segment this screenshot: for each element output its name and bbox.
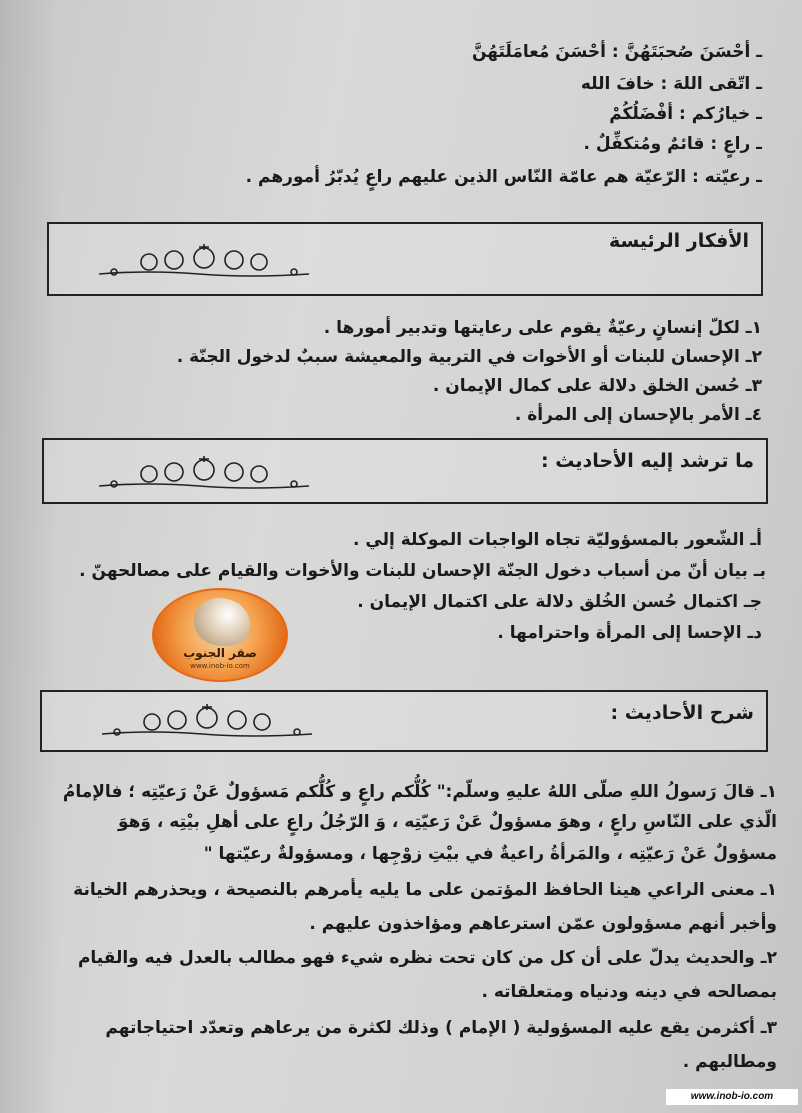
vocab-line-1: ـ أحْسَنَ صُحبَتَهُنَّ : أحْسَنَ مُعامَلَتَهُنَّ [471,42,762,62]
ornament-divider-icon [89,450,319,494]
explain-point-3: ٣ـ أكثرمن يقع عليه المسؤولية ( الإمام ) وذلك لكثرة من يرعاهم وتعدّد احتياجاتهم [105,1018,777,1038]
ornament-divider-icon [89,238,319,282]
guide-item-4: دـ الإحسا إلى المرأة واحترامها . [497,623,762,643]
hadith-line-1: ١ـ قالَ رَسولُ اللهِ صلّى اللهُ عليهِ وسلّم:" كُلُّكم راعٍ و كُلُّكم مَسؤولٌ عَنْ رَعيّتِه ؛ فالإمامُ [62,782,777,802]
guide-item-2: بـ بيان أنّ من أسباب دخول الجنّة الإحسان للبنات والأخوات والقيام على مصالحهنّ . [79,561,766,581]
explain-point-2-cont: بمصالحه في دينه ودنياه ومتعلقاته . [481,982,777,1002]
section-title-guide: ما ترشد إليه الأحاديث : [541,450,754,472]
hadith-line-2: الّذي على النّاسِ راعٍ ، وهوَ مسؤولٌ عَنْ رَعيّتِه ، وَ الرّجُلُ راعٍ على أهلِ بيْتِه ، وَهوَ [117,812,777,832]
explain-point-2: ٢ـ والحديث يدلّ على أن كل من كان تحت نظره شيء فهو مطالب بالعدل فيه والقيام [77,948,777,968]
idea-item-3: ٣ـ حُسن الخلق دلالة على كمال الإيمان . [432,376,762,396]
section-title-explain: شرح الأحاديث : [610,702,754,724]
hadith-line-3: مسؤولٌ عَنْ رَعيّتِه ، والمَرأةُ راعيةٌ في بيْتِ زوْجِها ، ومسؤولةٌ رعيّتها " [203,844,777,864]
section-header-guide [42,438,768,504]
logo-subtitle: www.inob-io.com [190,662,250,670]
explain-point-1-cont: وأخبر أنهم مسؤولون عمّن استرعاهم ومؤاخذون عليهم . [309,914,777,934]
vocab-line-2: ـ اتّقى اللهَ : خافَ الله [580,74,762,94]
vocab-line-5: ـ رعيّته : الرّعيّة هم عامّة النّاس الذين عليهم راعٍ يُدبّرُ أمورهم . [245,167,762,187]
logo-title: صقر الجنوب [183,646,257,660]
section-header-explain [40,690,768,752]
idea-item-1: ١ـ لكلّ إنسانٍ رعيّةٌ يقوم على رعايتها وتدبير أمورها . [323,318,762,338]
idea-item-2: ٢ـ الإحسان للبنات أو الأخوات في التربية والمعيشة سببٌ لدخول الجنّة . [176,347,762,367]
idea-item-4: ٤ـ الأمر بالإحسان إلى المرأة . [514,405,762,425]
footer-watermark-url: www.inob-io.com [666,1089,798,1105]
vocab-line-3: ـ خيارُكم : أفْضَلُكُمْ [609,104,762,124]
explain-point-3-cont: ومطالبهم . [682,1052,777,1072]
falcon-icon [194,598,250,646]
vocab-line-4: ـ راعٍ : قائمٌ ومُتكفِّلٌ . [583,134,762,154]
guide-item-3: جـ اكتمال حُسن الخُلق دلالة على اكتمال الإيمان . [357,592,762,612]
watermark-logo [152,588,288,682]
guide-item-1: أـ الشّعور بالمسؤوليّة تجاه الواجبات الموكلة إلي . [353,530,762,550]
ornament-divider-icon [92,698,322,742]
explain-point-1: ١ـ معنى الراعي هينا الحافظ المؤتمن على ما يليه يأمرهم بالنصيحة ، ويحذرهم الخيانة [73,880,777,900]
section-title-ideas: الأفكار الرئيسة [608,230,749,252]
section-header-ideas [47,222,763,296]
